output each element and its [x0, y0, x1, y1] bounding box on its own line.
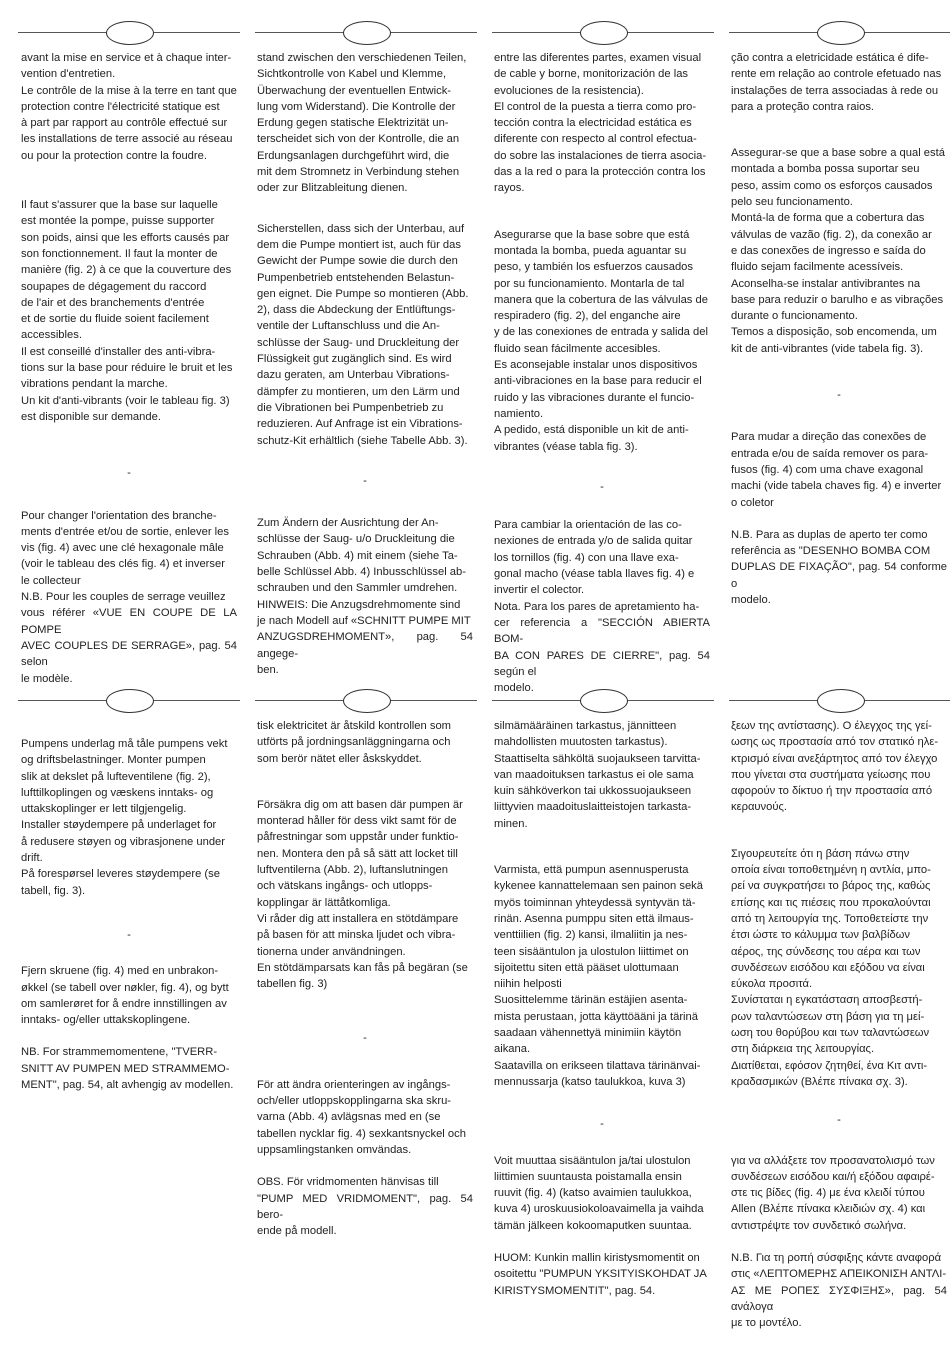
column-pt	[731, 50, 947, 608]
language-badge	[106, 689, 154, 713]
header-el	[729, 688, 950, 716]
section-marker: -	[363, 1032, 367, 1045]
section-marker: -	[600, 480, 604, 493]
header-es	[492, 20, 714, 48]
paragraph-note: NB. For strammemomentene, "TVERR- SNITT AV PUMPEN MED STRAMMEMO- MENT", pag. 54, alt avhengig av modellen.	[21, 1046, 234, 1092]
header-no	[18, 688, 240, 716]
language-badge	[106, 21, 154, 45]
column-el	[731, 718, 947, 1332]
section-marker: -	[600, 1118, 604, 1131]
column-de	[257, 50, 473, 678]
column-no	[21, 736, 237, 1093]
language-badge	[343, 689, 391, 713]
paragraph-grounding: ção contra a eletricidade estática é dife- rente em relação ao controle efetuado nas instalações de terra associadas à rede ou para a proteção contra raios.	[731, 52, 942, 113]
paragraph-base: Assegurar-se que a base sobre a qual está montada a bomba possa suportar seu peso, assim como os esforços causados pelo seu funcionamento. Montá-la de forma que a cobertura das válvulas de vazão (fig. 2), da conexão ar e das conexões de ingresso e saída do fluido sejam facilmente acessíveis. Aconselha-se instalar antivibrantes na base para reduzir o barulho e as vibrações durante o funcionamento. Temos a disposição, sob encomenda, um kit de anti-vibrantes (vide tabela fig. 3).	[731, 147, 945, 355]
paragraph-orientation: Voit muuttaa sisääntulon ja/tai ulostulon liittimien suuntausta poistamalla ensin ruuvit (fig. 4) (katso avaimien taulukkoa, kuva 4) uroskuusiokoloavaimella ja vaihda tämän jälkeen kokoomaputken suuntaa.	[494, 1154, 704, 1232]
language-badge	[580, 21, 628, 45]
paragraph-orientation: Para cambiar la orientación de las co- nexiones de entrada y/o de salida quitar los tornillos (fig. 4) con una llave exa- gonal macho (véase tabla llaves fig. 4) e invertir el colector. Nota. Para los pares de apretamiento ha- cer referencia a "SECCIÓN ABIERTA BOM- BA CON PARES DE CIERRE", pag. 54 según el modelo.	[494, 519, 710, 695]
header-de	[255, 20, 477, 48]
paragraph-base: Försäkra dig om att basen där pumpen är monterad håller för dess vikt samt för de påfrestningar som uppstår under funktio- nen. Montera den på så sätt att locket till luftventilerna (Abb. 2), luftanslutningen och vätskans ingångs- och utlopps- kopplingar är lättåtkomliga. Vi råder dig att installera en stötdämpare på basen för att minska ljudet och vibra- tionerna under användningen. En stötdämparsats kan fås på begäran (se tabellen fig. 3)	[257, 798, 468, 991]
language-badge	[817, 689, 865, 713]
paragraph-base: Sicherstellen, dass sich der Unterbau, auf dem die Pumpe montiert ist, auch für das Gewicht der Pumpe sowie die durch den Pumpenbetrieb entstehenden Belastun- gen eignet. Die Pumpe so montieren (Abb. 2), dass die Abdeckung der Entlüftungs- ventile der Luftanschluss und die An- schlüsse der Saug- und Druckleitung der Flüssigkeit gut zugänglich sind. Es wird dazu geraten, am Unterbau Vibrations- dämpfer zu montieren, um den Lärm und die Vibrationen bei Pumpenbetrieb zu reduzieren. Auf Anfrage ist ein Vibrations- schutz-Kit erhältlich (siehe Tabelle Abb. 3).	[257, 222, 469, 447]
column-fi	[494, 718, 710, 1299]
paragraph-base: Asegurarse que la base sobre que está montada la bomba, pueda aguantar su peso, y también los esfuerzos causados por su funcionamiento. Montarla de tal manera que la cobertura de las válvulas de respiradero (fig. 2), del enganche aire y de las conexiones de entrada y salida del fluido sean fácilmente accesibles. Es aconsejable instalar unos dispositivos anti-vibraciones en la base para reducir el ruido y las vibraciones durante el funcio- namiento. A pedido, está disponible un kit de anti- vibrantes (véase tabla fig. 3).	[494, 228, 708, 453]
section-marker: -	[127, 467, 131, 480]
header-pt	[729, 20, 950, 48]
paragraph-note: N.B. Para as duplas de aperto ter como referência as "DESENHO BOMBA COM DUPLAS DE FIXAÇÃO", pag. 54 conforme o modelo.	[731, 528, 947, 607]
paragraph-grounding: entre las diferentes partes, examen visual de cable y borne, monitorización de las evoluciones de la resistencia). El control de la puesta a tierra como pro- tección contra la electricidad estática es diferente con respecto al control efectua- do sobre las instalaciones de tierra asocia- das a la red o para la protección contra los rayos.	[494, 52, 707, 195]
paragraph-orientation: För att ändra orienteringen av ingångs- och/eller utloppskopplingarna ska skru- varna (Abb. 4) avlägsnas med en (se tabellen nycklar fig. 4) sexkantsnyckel och uppsamlingstanken omvändas.	[257, 1078, 466, 1156]
column-es	[494, 50, 710, 696]
header-fr	[18, 20, 240, 48]
paragraph-orientation: Para mudar a direção das conexões de entrada e/ou de saída remover os para- fusos (fig. 4) com uma chave exagonal machi (vide tabela chaves fig. 4) e inverter o coletor	[731, 431, 942, 509]
paragraph-base: Σιγουρευτείτε ότι η βάση πάνω στην οποία είναι τοποθετημένη η αντλία, μπο- ρεί να συγκρατήσει το βάρος της, καθώς επίσης και τις πιέσεις που προκαλούνται από τη λειτουργία της. Τοποθετείστε την έτσι ώστε το κάλυμμα των βαλβίδων αέρος, της σύνδεσης του αέρα και των συνδέσεων εισόδου και εξόδου να είναι εύκολα προσιτά. Συνίσταται η εγκατάσταση αποσβεστή- ρων ταλαντώσεων στη βάση για τη μεί- ωση του θορύβου και των ταλαντώσεων στη διάρκεια της λειτουργίας. Διατίθεται, εφόσον ζητηθεί, ένα Κιτ αντι- κραδασμικών (Βλέπε πίνακα σχ. 3).	[731, 847, 931, 1088]
paragraph-note: HUOM: Kunkin mallin kiristysmomentit on osoitettu "PUMPUN YKSITYISKOHDAT JA KIRISTYSMOMENTIT", pag. 54.	[494, 1252, 707, 1297]
column-sv	[257, 718, 473, 1239]
paragraph-base: Pumpens underlag må tåle pumpens vekt og driftsbelastninger. Monter pumpen slik at dekslet på lufteventilene (fig. 2), lufttilkoplingen og væskens inntaks- og uttakskoplinger er lett tilgjengelig. Installer støydempere på underlaget for å redusere støyen og vibrasjonene under drift. På forespørsel leveres støydempere (se tabell, fig. 3).	[21, 738, 228, 897]
paragraph-note: N.B. Για τη ροπή σύσφιξης κάντε αναφορά στις «ΛΕΠΤΟΜΕΡΗΣ ΑΠΕΙΚΟΝΙΣΗ ΑΝΤΛΙ- ΑΣ ΜΕ ΡΟΠΕΣ ΣΥΣΦΙΞΗΣ», pag. 54 ανάλογα με το μοντέλο.	[731, 1252, 947, 1330]
section-marker: -	[837, 389, 841, 402]
paragraph-orientation: Fjern skruene (fig. 4) med en unbrakon- økkel (se tabell over nøkler, fig. 4), og bytt om samlerøret for å endre innstillingen av inntaks- og/eller uttakskoplingene.	[21, 965, 229, 1027]
paragraph-grounding: silmämääräinen tarkastus, jännitteen mahdollisten muutosten tarkastus). Staattiselta sähköltä suojaukseen tarvitta- van maadoituksen tarkastus ei ole sama kuin sähköverkon tai ukkossuojaukseen liittyvien maadoituslaitteistojen tarkasta- minen.	[494, 720, 701, 830]
paragraph-note: OBS. För vridmomenten hänvisas till "PUMP MED VRIDMOMENT", pag. 54 bero- ende på modell.	[257, 1176, 473, 1238]
language-badge	[343, 21, 391, 45]
paragraph-grounding: tisk elektricitet är åtskild kontrollen som utförts på jordningsanläggningarna och som berör nätet eller åskskyddet.	[257, 720, 451, 765]
column-fr	[21, 50, 237, 687]
paragraph-grounding: stand zwischen den verschiedenen Teilen, Sichtkontrolle von Kabel und Klemme, Überwachung der eventuellen Entwick- lung vom Widerstand). Die Kontrolle der Erdung gegen statische Elektrizität un- terscheidet sich von der Kontrolle, die an Erdungsanlagen durchgeführt wird, die mit dem Stromnetz in Verbindung stehen oder zur Blitzableitung dienen.	[257, 52, 467, 195]
section-marker: -	[127, 928, 131, 941]
section-marker: -	[363, 474, 367, 487]
section-marker: -	[837, 1114, 841, 1127]
language-badge	[817, 21, 865, 45]
paragraph-grounding: avant la mise en service et à chaque inter- vention d'entretien. Le contrôle de la mise à la terre en tant que protection contre l'électricité statique est à part par rapport au contrôle effectué sur les installations de terre associé au réseau ou pour la protection contre la foudre.	[21, 52, 237, 162]
header-sv	[255, 688, 477, 716]
paragraph-base: Varmista, että pumpun asennusperusta kykenee kannattelemaan sen painon sekä myös toiminnan yhteydessä syntyvän tä- rinän. Asenna pumppu siten että ilmaus- venttiilien (fig. 2) kansi, ilmaliitin ja nes- teen sisääntulon ja ulostulon liittimet on sijoitettu siten että pääset ulottumaan niihin helposti Suosittelemme tärinän estäjien asenta- mista perustaan, jotta käyttöääni ja tärinä saadaan vähennettyä minimiin käytön aikana. Saatavilla on erikseen tilattava tärinänvai- mennussarja (katso taulukkoa, kuva 3)	[494, 864, 703, 1088]
paragraph-orientation: Zum Ändern der Ausrichtung der An- schlüsse der Saug- u/o Druckleitung die Schrauben (Abb. 4) mit einem (siehe Ta- belle Schlüssel Abb. 4) Inbusschlüssel ab- schrauben und den Sammler umdrehen. HINWEIS: Die Anzugsdrehmomente sind je nach Modell auf «SCHNITT PUMPE MIT ANZUGSDREHMOMENT», pag. 54 angege- ben.	[257, 517, 473, 676]
paragraph-orientation: Pour changer l'orientation des branche- ments d'entrée et/ou de sortie, enlever les vis (fig. 4) avec une clé hexagonale mâle (voir le tableau des clés fig. 4) et inverser le collecteur N.B. Pour les couples de serrage veuillez vous référer «VUE EN COUPE DE LA POMPE AVEC COUPLES DE SERRAGE», pag. 54 selon le modèle.	[21, 509, 237, 685]
paragraph-grounding: ξεων της αντίστασης). Ο έλεγχος της γεί- ωσης ως προστασία από τον στατικό ηλε- κτρισμό είναι ανεξάρτητος από τον έλεγχο που γίνεται στα συστήματα γείωσης που αφορούν το δίκτυο ή την προστασία από κεραυνούς.	[731, 720, 939, 814]
paragraph-orientation: για να αλλάξετε τον προσανατολισμό των συνδέσεων εισόδου και/ή εξόδου αφαιρέ- στε τις βίδες (fig. 4) με ένα κλειδί τύπου Allen (Βλέπε πίνακα κλειδιών σχ. 4) και αντιστρέψτε τον συνδετικό σωλήνα.	[731, 1154, 935, 1232]
paragraph-base: Il faut s'assurer que la base sur laquelle est montée la pompe, puisse supporter son poids, ainsi que les efforts causés par son fonctionnement. Il faut la monter de manière (fig. 2) à ce que la couverture des soupapes de dégagement du raccord de l'air et des branchements d'entrée et de sortie du fluide soient facilement accessibles. Il est conseillé d'installer des anti-vibra- tions sur la base pour réduire le bruit et les vibrations pendant la marche. Un kit d'anti-vibrants (voir le tableau fig. 3) est disponible sur demande.	[21, 199, 233, 423]
